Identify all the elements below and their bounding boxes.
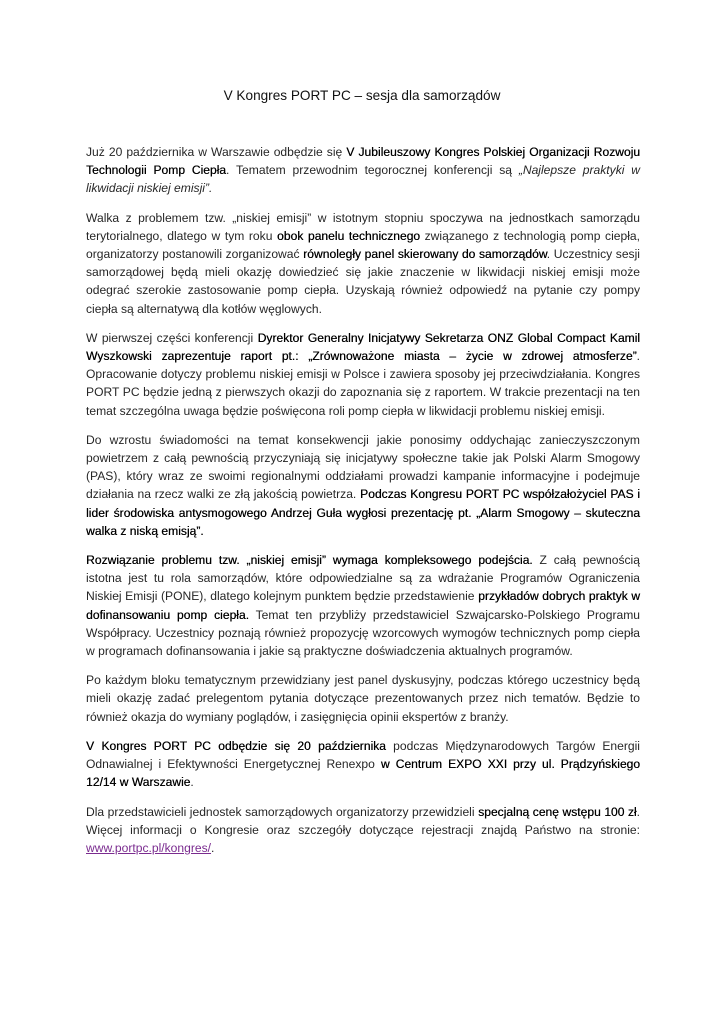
- text: Dla przedstawicieli jednostek samorządowych organizatorzy przewidzieli: [86, 804, 479, 819]
- complex-approach: Rozwiązanie problemu tzw. „niskiej emisji” wymaga kompleksowego podejścia.: [86, 553, 533, 568]
- congress-date: V Kongres PORT PC odbędzie się 20 października: [86, 738, 386, 753]
- text: .: [190, 775, 194, 790]
- document-title: V Kongres PORT PC – sesja dla samorządów: [223, 88, 501, 103]
- congress-name: V Jubileuszowy Kongres Polskiej Organizacji Rozwoju Technologii Pomp Ciepła: [86, 145, 640, 178]
- special-price: specjalną cenę wstępu 100 zł: [478, 804, 637, 819]
- text: związanego z technologią pomp ciepła, organizatorzy postanowili zorganizować: [86, 228, 640, 262]
- congress-theme: „Najlepsze praktyki w likwidacji niskiej emisji”.: [86, 163, 640, 196]
- paragraph-low-emission: [86, 209, 640, 318]
- text: W pierwszej części konferencji: [86, 330, 258, 345]
- municipal-panel: równoległy panel skierowany do samorządów: [303, 247, 547, 262]
- paragraph-discussion: [86, 671, 640, 726]
- text: .: [211, 840, 215, 855]
- text: Do wzrostu świadomości na temat konsekwencji jakie ponosimy oddychając zanieczyszczonym powietrzem z całą pewnością przyczyniają się inicjatywy społeczne takie jak Polski Alarm Smogowy (PAS), który wraz ze swoimi regionalnymi oddziałami prowadzi kampanie informacyjne i podejmuje działania na rzecz walki ze złą jakością powietrza.: [86, 432, 640, 502]
- text: . Opracowanie dotyczy problemu niskiej emisji w Polsce i zawiera sposoby jej przeciwdziałania. Kongres PORT PC będzie jedną z pierwszych okazji do zapoznania się z raportem. W trakcie prezentacji na ten temat szczególna uwaga będzie poświęcona roli pomp ciepła w likwidacji problemu niskiej emisji.: [86, 349, 640, 418]
- venue-address: w Centrum EXPO XXI przy ul. Prądzyńskiego 12/14 w Warszawie: [86, 757, 640, 790]
- congress-link[interactable]: www.portpc.pl/kongres/: [86, 840, 212, 855]
- text: . Tematem przewodnim tegorocznej konferencji są: [226, 163, 519, 178]
- good-practices: przykładów dobrych praktyk w dofinansowaniu pomp ciepła.: [86, 589, 640, 622]
- pas-presentation: Podczas Kongresu PORT PC współzałożyciel PAS i lider środowiska antysmogowego Andrzej Guła wygłosi prezentację pt. „Alarm Smogowy – skuteczna walka z niską emisją”.: [86, 487, 640, 538]
- technical-panel: obok panelu technicznego: [277, 228, 421, 243]
- document-body: [86, 143, 640, 868]
- text: podczas Międzynarodowych Targów Energii Odnawialnej i Efektywności Energetycznej Renexpo: [86, 738, 640, 772]
- text: . Więcej informacji o Kongresie oraz szczegóły dotyczące rejestracji znajdą Państwo na stronie:: [86, 804, 640, 837]
- paragraph-report: [86, 329, 640, 420]
- text: Po każdym bloku tematycznym przewidziany jest panel dyskusyjny, podczas którego uczestnicy będą mieli okazję zadać prelegentom pytania dotyczące prezentowanych przez nich tematów. Będzie to również okazja do wymiany poglądów, i zasięgnięcia opinii ekspertów z branży.: [86, 673, 640, 724]
- text: Temat ten przybliży przedstawiciel Szwajcarsko-Polskiego Programu Współpracy. Uczestnicy poznają również propozycję wzorcowych wymogów technicznych pomp ciepła w programach dofinansowania i jakie są praktyczne doświadczenia aktualnych programów.: [86, 607, 640, 659]
- text: Z całą pewnością istotna jest tu rola samorządów, które odpowiedzialne są za wdrażanie Programów Ograniczenia Niskiej Emisji (PONE), dlatego kolejnym punktem będzie przedstawienie: [86, 553, 640, 604]
- report-presentation: Dyrektor Generalny Inicjatywy Sekretarza ONZ Global Compact Kamil Wyszkowski zaprezentuje raport pt.: „Zrównoważone miasta – życie w zdrowej atmosferze”: [86, 330, 640, 364]
- text: Już 20 października w Warszawie odbędzie się: [86, 145, 347, 159]
- paragraph-intro: [86, 143, 640, 198]
- text: Walka z problemem tzw. „niskiej emisji” w istotnym stopniu spoczywa na jednostkach samorządu terytorialnego, dlatego w tym roku: [86, 210, 640, 243]
- paragraph-pricing: [86, 803, 640, 858]
- paragraph-smog-alarm: [86, 431, 640, 540]
- paragraph-good-practices: [86, 551, 640, 660]
- text: . Uczestnicy sesji samorządowej będą mieli okazję dowiedzieć się jakie znaczenie w likwidacji niskiej emisji może odegrać szerokie zastosowanie pomp ciepła. Uzyskają również odpowiedź na pytanie czy pompy ciepła są alternatywą dla kotłów węglowych.: [86, 247, 640, 316]
- paragraph-venue: [86, 737, 640, 792]
